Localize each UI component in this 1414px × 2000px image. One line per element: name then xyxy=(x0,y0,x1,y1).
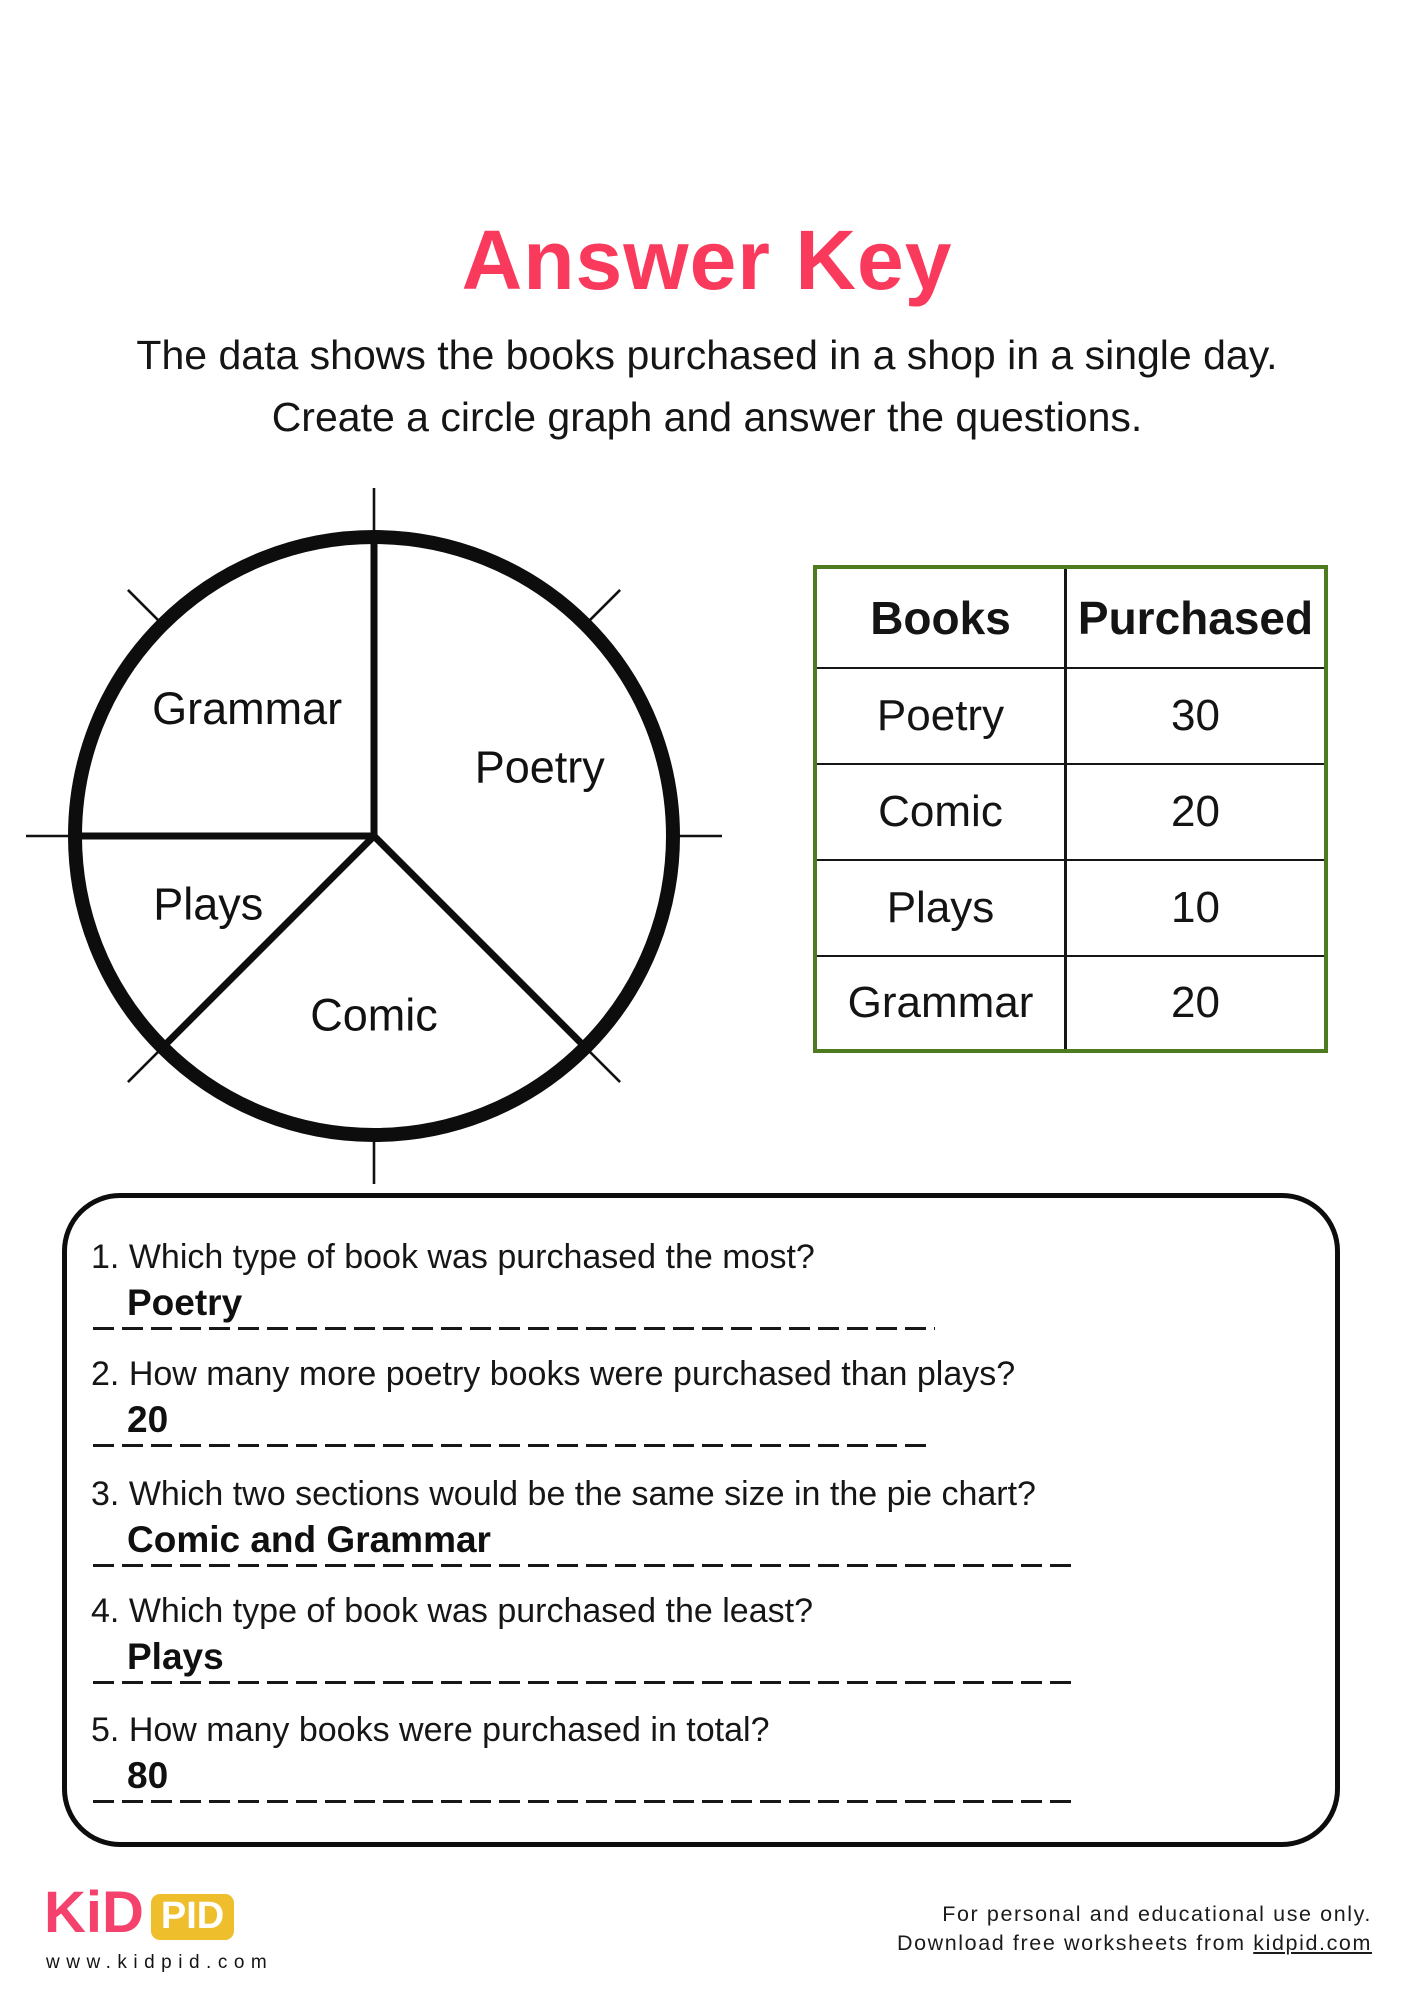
table-purchased-value: 20 xyxy=(1067,765,1324,861)
question-body: Which type of book was purchased the least? xyxy=(128,1592,813,1630)
table-header-books: Books xyxy=(817,569,1067,669)
table-purchased-value: 20 xyxy=(1171,978,1220,1027)
question-number: 2. xyxy=(91,1355,120,1393)
question-body: Which type of book was purchased the most? xyxy=(128,1238,815,1276)
table-header-purchased: Purchased xyxy=(1067,569,1324,669)
instructions-line-1: The data shows the books purchased in a shop in a single day. xyxy=(136,332,1278,378)
pie-chart xyxy=(24,460,724,1190)
question-number: 4. xyxy=(91,1592,120,1630)
pie-slice-label-grammar: Grammar xyxy=(152,683,343,735)
page-title: Answer Key xyxy=(461,213,953,307)
pie-slice-label-plays: Plays xyxy=(153,878,264,930)
pie-slice-label-comic: Comic xyxy=(310,989,438,1041)
logo-pid-badge: PID xyxy=(151,1894,234,1940)
answer-line xyxy=(93,1800,1079,1803)
footer-download-line xyxy=(897,1929,1372,1958)
answer-line xyxy=(93,1564,1079,1567)
table-book-name: Comic xyxy=(817,765,1067,861)
table-purchased-value: 30 xyxy=(1067,669,1324,765)
answer-text: Plays xyxy=(127,1636,224,1677)
books-purchased-table xyxy=(813,565,1328,1053)
kidpid-link[interactable]: kidpid.com xyxy=(1253,1931,1372,1955)
question-text xyxy=(91,1711,769,1750)
logo-kid-text: KiD xyxy=(44,1880,144,1945)
question-body: How many books were purchased in total? xyxy=(128,1711,770,1749)
question-number: 3. xyxy=(91,1475,120,1513)
question-number: 1. xyxy=(91,1238,120,1276)
question-body: How many more poetry books were purchased than plays? xyxy=(128,1355,1016,1393)
answer-line xyxy=(93,1327,935,1330)
question-text xyxy=(91,1475,1036,1514)
footer-download-prefix: Download free worksheets from xyxy=(896,1931,1254,1955)
question-body: Which two sections would be the same size in the pie chart? xyxy=(128,1475,1036,1513)
pie-slice-label-poetry: Poetry xyxy=(474,741,605,793)
kidpid-logo xyxy=(44,1880,234,1945)
table-book-name: Plays xyxy=(817,861,1067,957)
instructions xyxy=(0,324,1414,448)
table-book-name: Poetry xyxy=(817,669,1067,765)
answer-text: 20 xyxy=(127,1399,169,1440)
table-book-name: Grammar xyxy=(817,957,1067,1049)
table-purchased-value: 10 xyxy=(1067,861,1324,957)
logo-website-text: www.kidpid.com xyxy=(46,1952,274,1973)
answer-line xyxy=(93,1444,931,1447)
answer-text: Poetry xyxy=(127,1282,243,1323)
footer-usage-note xyxy=(897,1900,1372,1958)
circle-graph xyxy=(24,460,724,1190)
answer-line xyxy=(93,1681,1079,1684)
question-text xyxy=(91,1238,815,1277)
question-number: 5. xyxy=(91,1711,120,1749)
footer-usage-line: For personal and educational use only. xyxy=(942,1902,1372,1926)
answer-text: 80 xyxy=(127,1755,169,1796)
question-text xyxy=(91,1355,1015,1394)
answer-text: Comic and Grammar xyxy=(127,1519,491,1560)
instructions-line-2: Create a circle graph and answer the questions. xyxy=(271,394,1143,440)
question-text xyxy=(91,1592,813,1631)
questions-box xyxy=(62,1193,1340,1847)
